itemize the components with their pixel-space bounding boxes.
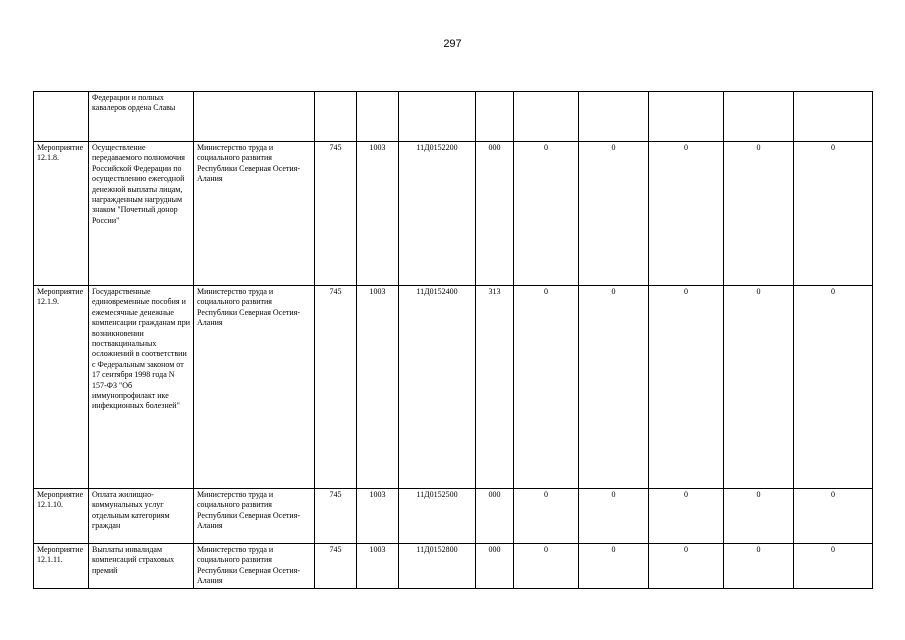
rzpr-cell: 1003: [357, 286, 399, 489]
year-value-cell: 0: [649, 489, 724, 544]
year-value-cell: 0: [724, 286, 794, 489]
vr-cell: 000: [476, 544, 514, 589]
measure-name-cell: Государственные единовременные пособия и ежемесячные денежные компенсации гражданам при возникновении поствакцинальных осложнений в соответствии с Федеральным законом от 17 сентября 1998 года N 157-ФЗ "Об иммунопрофилакт ике инфекционных болезней": [89, 286, 194, 489]
table-row: [34, 286, 873, 489]
vr-cell: 000: [476, 142, 514, 286]
table-row: [34, 92, 873, 142]
year-value-cell: [724, 92, 794, 142]
year-value-cell: 0: [514, 489, 579, 544]
year-value-cell: 0: [514, 544, 579, 589]
measure-cell: Мероприятие 12.1.10.: [34, 489, 89, 544]
year-value-cell: 0: [649, 544, 724, 589]
measure-cell: Мероприятие 12.1.11.: [34, 544, 89, 589]
year-value-cell: 0: [794, 544, 873, 589]
year-value-cell: [794, 92, 873, 142]
table-row: [34, 142, 873, 286]
year-value-cell: [579, 92, 649, 142]
year-value-cell: [514, 92, 579, 142]
measure-cell: [34, 92, 89, 142]
vr-cell: 000: [476, 489, 514, 544]
rzpr-cell: 1003: [357, 489, 399, 544]
grbs-cell: 745: [315, 286, 357, 489]
year-value-cell: 0: [579, 142, 649, 286]
csr-cell: 11Д0152500: [399, 489, 476, 544]
table-row: [34, 489, 873, 544]
executor-cell: [194, 92, 315, 142]
year-value-cell: 0: [794, 142, 873, 286]
vr-cell: [476, 92, 514, 142]
measure-name-cell: Оплата жилищно-коммунальных услуг отдельным категориям граждан: [89, 489, 194, 544]
year-value-cell: 0: [579, 544, 649, 589]
year-value-cell: 0: [514, 286, 579, 489]
csr-cell: [399, 92, 476, 142]
executor-cell: Министерство труда и социального развития Республики Северная Осетия-Алания: [194, 142, 315, 286]
rzpr-cell: 1003: [357, 544, 399, 589]
rzpr-cell: 1003: [357, 142, 399, 286]
csr-cell: 11Д0152400: [399, 286, 476, 489]
executor-cell: Министерство труда и социального развития Республики Северная Осетия-Алания: [194, 286, 315, 489]
year-value-cell: 0: [724, 142, 794, 286]
csr-cell: 11Д0152200: [399, 142, 476, 286]
year-value-cell: 0: [649, 286, 724, 489]
year-value-cell: 0: [579, 489, 649, 544]
year-value-cell: 0: [649, 142, 724, 286]
executor-cell: Министерство труда и социального развития Республики Северная Осетия-Алания: [194, 489, 315, 544]
year-value-cell: 0: [579, 286, 649, 489]
page-number: 297: [443, 38, 462, 50]
grbs-cell: 745: [315, 489, 357, 544]
measure-name-cell: Федерации и полных кавалеров ордена Славы: [89, 92, 194, 142]
year-value-cell: 0: [794, 286, 873, 489]
year-value-cell: 0: [724, 544, 794, 589]
year-value-cell: 0: [794, 489, 873, 544]
csr-cell: 11Д0152800: [399, 544, 476, 589]
rzpr-cell: [357, 92, 399, 142]
measure-name-cell: Выплаты инвалидам компенсаций страховых премий: [89, 544, 194, 589]
budget-table: [33, 91, 873, 589]
vr-cell: 313: [476, 286, 514, 489]
measure-name-cell: Осуществление передаваемого полномочия Российской Федерации по осуществлению ежегодной денежной выплаты лицам, награжденным нагрудным знаком "Почетный донор России": [89, 142, 194, 286]
measure-cell: Мероприятие 12.1.9.: [34, 286, 89, 489]
table-row: [34, 544, 873, 589]
year-value-cell: 0: [724, 489, 794, 544]
measure-cell: Мероприятие 12.1.8.: [34, 142, 89, 286]
year-value-cell: [649, 92, 724, 142]
executor-cell: Министерство труда и социального развития Республики Северная Осетия-Алания: [194, 544, 315, 589]
year-value-cell: 0: [514, 142, 579, 286]
grbs-cell: 745: [315, 544, 357, 589]
grbs-cell: 745: [315, 142, 357, 286]
grbs-cell: [315, 92, 357, 142]
